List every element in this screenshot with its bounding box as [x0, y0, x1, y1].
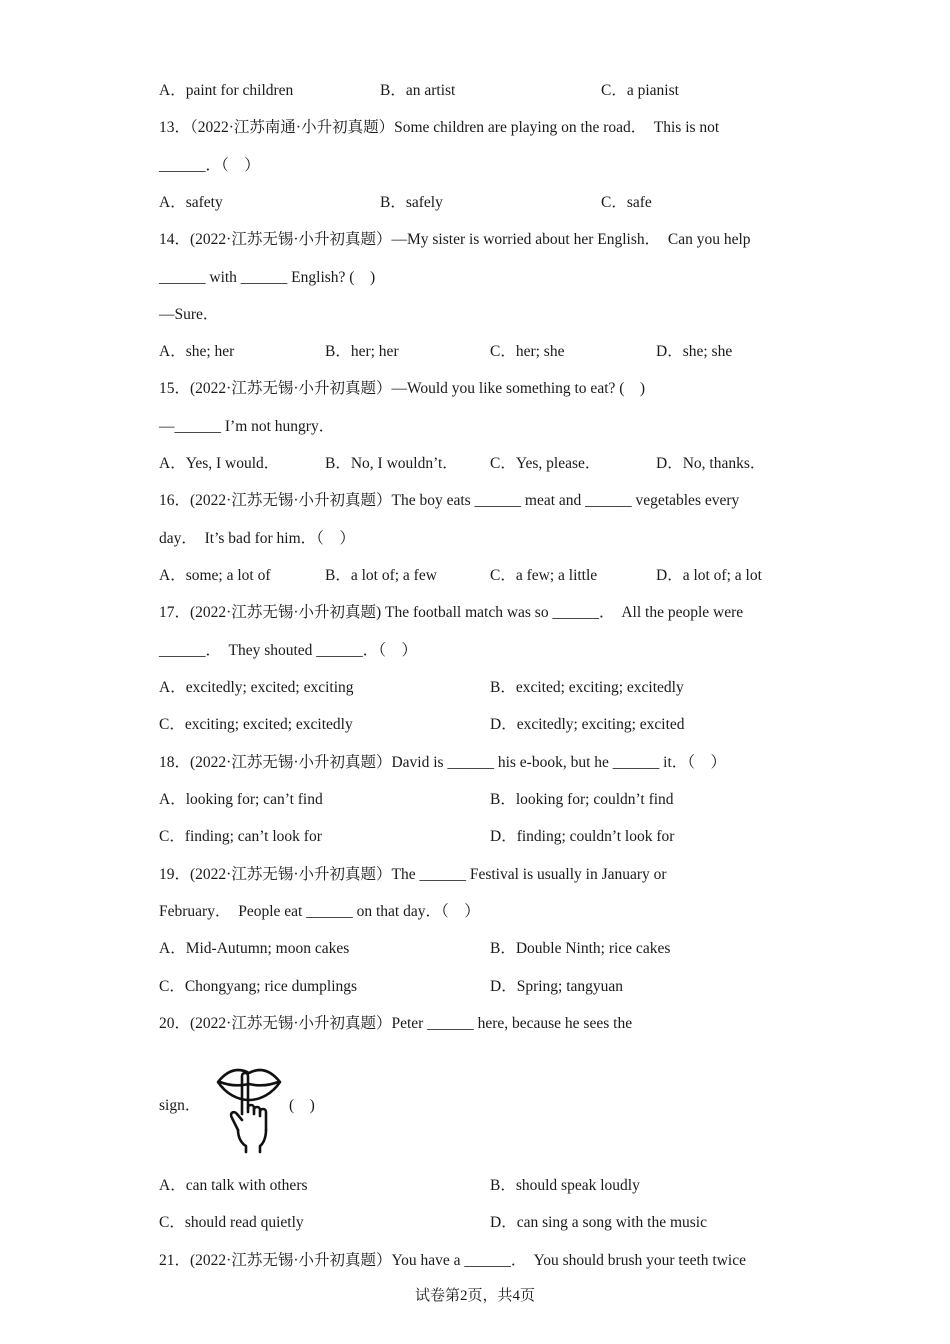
q16-stem-line2: day． It’s bad for him．（ ） [159, 530, 355, 547]
q21-stem-line1: 21．(2022·江苏无锡·小升初真题）You have a ______． You should brush your teeth twice [159, 1252, 746, 1269]
q12-option-b: B．an artist [380, 82, 456, 99]
q17-option-d: D．excitedly; exciting; excited [490, 716, 685, 733]
page-footer: 试卷第2页，共4页 [414, 1288, 535, 1304]
q17-stem-line2: ______． They shouted ______．（ ） [159, 642, 418, 659]
q15-option-b: B．No, I wouldn’t． [325, 455, 458, 472]
q20-option-d: D．can sing a song with the music [490, 1214, 707, 1231]
q20-stem-line1: 20．(2022·江苏无锡·小升初真题）Peter ______ here, because he sees the [159, 1015, 633, 1032]
q19-option-b: B．Double Ninth; rice cakes [490, 940, 671, 957]
q14-option-c: C．her; she [490, 343, 565, 360]
q14-stem-line1: 14．(2022·江苏无锡·小升初真题）—My sister is worried about her English． Can you help [159, 231, 751, 248]
q18-option-a: A．looking for; can’t find [159, 791, 323, 808]
q16-option-a: A．some; a lot of [159, 567, 271, 584]
q13-option-c: C．safe [601, 194, 652, 211]
q16-option-d: D．a lot of; a lot [656, 567, 762, 584]
q15-stem-line2: —______ I’m not hungry． [159, 418, 335, 435]
q13-stem-line1: 13．（2022·江苏南通·小升初真题）Some children are playing on the road． This is not [159, 119, 720, 136]
q20-sign-text: sign． [159, 1097, 201, 1114]
q13-option-a: A．safety [159, 194, 223, 211]
q16-option-b: B．a lot of; a few [325, 567, 437, 584]
q20-option-b: B．should speak loudly [490, 1177, 640, 1194]
q16-option-c: C．a few; a little [490, 567, 598, 584]
q19-option-c: C．Chongyang; rice dumplings [159, 978, 358, 995]
q15-stem-line1: 15．(2022·江苏无锡·小升初真题）—Would you like something to eat? ( ) [159, 380, 646, 397]
q12-option-c: C．a pianist [601, 82, 679, 99]
q20-option-a: A．can talk with others [159, 1177, 308, 1194]
q18-option-c: C．finding; can’t look for [159, 828, 322, 845]
q19-option-d: D．Spring; tangyuan [490, 978, 624, 995]
q15-option-c: C．Yes, please． [490, 455, 601, 472]
q19-stem-line1: 19．(2022·江苏无锡·小升初真题）The ______ Festival is usually in January or [159, 866, 667, 883]
q14-option-a: A．she; her [159, 343, 235, 360]
q18-stem-line1: 18．(2022·江苏无锡·小升初真题）David is ______ his e-book, but he ______ it．（ ） [159, 754, 727, 771]
q20-option-c: C．should read quietly [159, 1214, 304, 1231]
q17-option-c: C．exciting; excited; excitedly [159, 716, 353, 733]
q14-option-b: B．her; her [325, 343, 399, 360]
q17-option-a: A．excitedly; excited; exciting [159, 679, 354, 696]
q17-option-b: B．excited; exciting; excitedly [490, 679, 684, 696]
q12-option-a: A．paint for children [159, 82, 294, 99]
q19-stem-line2: February． People eat ______ on that day．（ ） [159, 903, 480, 920]
q20-answer-paren: ( ) [289, 1097, 315, 1114]
q17-stem-line1: 17．(2022·江苏无锡·小升初真题) The football match was so ______． All the people were [159, 604, 744, 621]
q13-option-b: B．safely [380, 194, 443, 211]
q14-option-d: D．she; she [656, 343, 733, 360]
q16-stem-line1: 16．(2022·江苏无锡·小升初真题）The boy eats ______ meat and ______ vegetables every [159, 492, 740, 509]
quiet-finger-on-lips-icon [216, 1064, 282, 1154]
q15-option-d: D．No, thanks． [656, 455, 766, 472]
q18-option-b: B．looking for; couldn’t find [490, 791, 674, 808]
q14-stem-line2: ______ with ______ English? ( ) [159, 269, 376, 286]
q13-stem-line2: ______．（ ） [159, 157, 260, 174]
q19-option-a: A．Mid-Autumn; moon cakes [159, 940, 350, 957]
q18-option-d: D．finding; couldn’t look for [490, 828, 675, 845]
q14-stem-line3: —Sure． [159, 306, 219, 323]
q15-option-a: A．Yes, I would． [159, 455, 280, 472]
